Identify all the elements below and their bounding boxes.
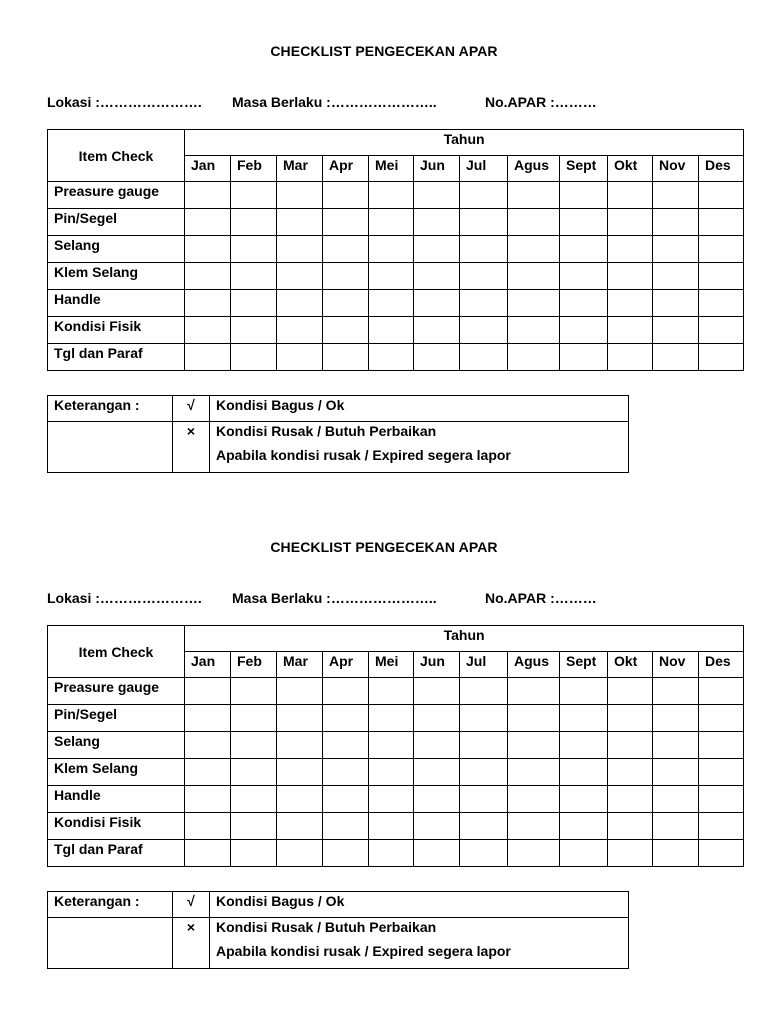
- legend-note-text: Apabila kondisi rusak / Expired segera lapor: [216, 447, 511, 463]
- table-row: [48, 236, 744, 263]
- item-label: Handle: [48, 786, 185, 813]
- check-cell-nov[interactable]: [653, 317, 699, 344]
- check-cell-nov[interactable]: [653, 732, 699, 759]
- month-header-nov: Nov: [653, 652, 699, 678]
- lokasi-field[interactable]: Lokasi :………………….: [47, 590, 202, 606]
- item-label: Selang: [48, 732, 185, 759]
- check-cell-jun[interactable]: [414, 813, 460, 840]
- check-cell-agus[interactable]: [508, 759, 560, 786]
- check-cell-sept[interactable]: [560, 290, 608, 317]
- check-cell-jan[interactable]: [185, 236, 231, 263]
- table-row: [48, 182, 744, 209]
- month-header-agus: Agus: [508, 652, 560, 678]
- check-cell-okt[interactable]: [608, 236, 653, 263]
- item-label: Kondisi Fisik: [48, 813, 185, 840]
- check-cell-jan[interactable]: [185, 290, 231, 317]
- check-cell-mei[interactable]: [369, 344, 414, 371]
- check-cell-mei[interactable]: [369, 263, 414, 290]
- check-cell-jan[interactable]: [185, 732, 231, 759]
- check-cell-nov[interactable]: [653, 290, 699, 317]
- legend-table: [47, 891, 629, 969]
- check-cell-jul[interactable]: [460, 263, 508, 290]
- check-cell-mei[interactable]: [369, 678, 414, 705]
- check-cell-feb[interactable]: [231, 209, 277, 236]
- check-cell-apr[interactable]: [323, 732, 369, 759]
- legend-bad-cell: [210, 422, 629, 473]
- check-mark-icon: √: [173, 396, 210, 422]
- month-header-okt: Okt: [608, 156, 653, 182]
- check-cell-sept[interactable]: [560, 705, 608, 732]
- checklist-table: [47, 129, 744, 371]
- month-header-mar: Mar: [277, 652, 323, 678]
- check-cell-mei[interactable]: [369, 732, 414, 759]
- check-cell-mar[interactable]: [277, 759, 323, 786]
- item-label: Tgl dan Paraf: [48, 840, 185, 867]
- check-cell-jun[interactable]: [414, 236, 460, 263]
- check-cell-jan[interactable]: [185, 786, 231, 813]
- check-cell-okt[interactable]: [608, 732, 653, 759]
- check-cell-mar[interactable]: [277, 290, 323, 317]
- table-row: [48, 813, 744, 840]
- no-apar-field[interactable]: No.APAR :………: [485, 590, 597, 606]
- check-cell-feb[interactable]: [231, 732, 277, 759]
- check-cell-mei[interactable]: [369, 182, 414, 209]
- table-row: [48, 317, 744, 344]
- month-header-mar: Mar: [277, 156, 323, 182]
- check-cell-des[interactable]: [699, 705, 744, 732]
- masa-berlaku-field[interactable]: Masa Berlaku :…………………..: [232, 94, 437, 110]
- month-header-okt: Okt: [608, 652, 653, 678]
- check-cell-mei[interactable]: [369, 759, 414, 786]
- table-row: [48, 678, 744, 705]
- check-cell-jan[interactable]: [185, 317, 231, 344]
- month-header-agus: Agus: [508, 156, 560, 182]
- check-cell-mar[interactable]: [277, 344, 323, 371]
- check-cell-mar[interactable]: [277, 236, 323, 263]
- check-cell-feb[interactable]: [231, 182, 277, 209]
- check-cell-nov[interactable]: [653, 236, 699, 263]
- item-label: Preasure gauge: [48, 182, 185, 209]
- table-row: [48, 344, 744, 371]
- check-cell-okt[interactable]: [608, 840, 653, 867]
- table-row: [48, 290, 744, 317]
- month-header-feb: Feb: [231, 652, 277, 678]
- month-header-mei: Mei: [369, 156, 414, 182]
- check-cell-sept[interactable]: [560, 182, 608, 209]
- month-header-des: Des: [699, 652, 744, 678]
- check-cell-apr[interactable]: [323, 209, 369, 236]
- legend-table: [47, 395, 629, 473]
- item-label: Klem Selang: [48, 263, 185, 290]
- check-cell-feb[interactable]: [231, 759, 277, 786]
- check-cell-feb[interactable]: [231, 344, 277, 371]
- item-label: Handle: [48, 290, 185, 317]
- check-cell-mei[interactable]: [369, 786, 414, 813]
- check-cell-nov[interactable]: [653, 840, 699, 867]
- check-cell-apr[interactable]: [323, 840, 369, 867]
- month-header-sept: Sept: [560, 156, 608, 182]
- check-cell-feb[interactable]: [231, 236, 277, 263]
- check-cell-okt[interactable]: [608, 263, 653, 290]
- check-cell-agus[interactable]: [508, 344, 560, 371]
- check-cell-mar[interactable]: [277, 317, 323, 344]
- check-cell-agus[interactable]: [508, 182, 560, 209]
- month-header-jun: Jun: [414, 156, 460, 182]
- month-header-feb: Feb: [231, 156, 277, 182]
- item-check-header: Item Check: [48, 130, 185, 182]
- month-header-apr: Apr: [323, 156, 369, 182]
- check-cell-mar[interactable]: [277, 786, 323, 813]
- tahun-header: Tahun: [185, 130, 744, 156]
- check-cell-mar[interactable]: [277, 705, 323, 732]
- legend-bad-text: Kondisi Rusak / Butuh Perbaikan: [216, 919, 437, 935]
- check-cell-des[interactable]: [699, 344, 744, 371]
- check-cell-mei[interactable]: [369, 813, 414, 840]
- check-cell-mar[interactable]: [277, 732, 323, 759]
- check-cell-mei[interactable]: [369, 840, 414, 867]
- month-header-jul: Jul: [460, 156, 508, 182]
- check-cell-okt[interactable]: [608, 705, 653, 732]
- check-cell-nov[interactable]: [653, 759, 699, 786]
- legend-note-text: Apabila kondisi rusak / Expired segera lapor: [216, 943, 511, 959]
- month-header-jun: Jun: [414, 652, 460, 678]
- check-cell-apr[interactable]: [323, 813, 369, 840]
- check-cell-des[interactable]: [699, 290, 744, 317]
- check-cell-jul[interactable]: [460, 732, 508, 759]
- check-cell-jun[interactable]: [414, 759, 460, 786]
- check-cell-okt[interactable]: [608, 678, 653, 705]
- check-cell-apr[interactable]: [323, 759, 369, 786]
- item-label: Pin/Segel: [48, 705, 185, 732]
- table-row: [48, 705, 744, 732]
- lokasi-field[interactable]: Lokasi :………………….: [47, 94, 202, 110]
- checklist-table: [47, 625, 744, 867]
- check-cell-feb[interactable]: [231, 813, 277, 840]
- check-cell-jul[interactable]: [460, 236, 508, 263]
- check-cell-jul[interactable]: [460, 840, 508, 867]
- check-cell-okt[interactable]: [608, 786, 653, 813]
- check-cell-agus[interactable]: [508, 678, 560, 705]
- check-cell-jun[interactable]: [414, 732, 460, 759]
- check-cell-jul[interactable]: [460, 317, 508, 344]
- legend-ok-text: Kondisi Bagus / Ok: [210, 396, 629, 422]
- check-cell-okt[interactable]: [608, 317, 653, 344]
- check-cell-jul[interactable]: [460, 705, 508, 732]
- check-cell-jul[interactable]: [460, 813, 508, 840]
- check-cell-jan[interactable]: [185, 813, 231, 840]
- legend-ok-text: Kondisi Bagus / Ok: [210, 892, 629, 918]
- check-cell-des[interactable]: [699, 759, 744, 786]
- check-cell-sept[interactable]: [560, 840, 608, 867]
- check-cell-sept[interactable]: [560, 209, 608, 236]
- legend-empty-cell: [48, 422, 173, 473]
- check-cell-mar[interactable]: [277, 678, 323, 705]
- no-apar-field[interactable]: No.APAR :………: [485, 94, 597, 110]
- check-cell-jun[interactable]: [414, 290, 460, 317]
- check-cell-sept[interactable]: [560, 759, 608, 786]
- check-cell-nov[interactable]: [653, 209, 699, 236]
- check-cell-feb[interactable]: [231, 705, 277, 732]
- check-cell-sept[interactable]: [560, 786, 608, 813]
- legend-label: Keterangan :: [48, 396, 173, 422]
- check-cell-apr[interactable]: [323, 263, 369, 290]
- check-cell-des[interactable]: [699, 840, 744, 867]
- table-row: [48, 840, 744, 867]
- check-cell-jan[interactable]: [185, 705, 231, 732]
- check-cell-apr[interactable]: [323, 705, 369, 732]
- month-header-jan: Jan: [185, 652, 231, 678]
- item-label: Preasure gauge: [48, 678, 185, 705]
- tahun-header: Tahun: [185, 626, 744, 652]
- table-row: [48, 209, 744, 236]
- check-cell-sept[interactable]: [560, 732, 608, 759]
- check-cell-sept[interactable]: [560, 317, 608, 344]
- check-cell-apr[interactable]: [323, 290, 369, 317]
- check-cell-mar[interactable]: [277, 209, 323, 236]
- table-row: [48, 732, 744, 759]
- check-cell-sept[interactable]: [560, 678, 608, 705]
- check-cell-jun[interactable]: [414, 705, 460, 732]
- check-cell-agus[interactable]: [508, 786, 560, 813]
- check-cell-des[interactable]: [699, 813, 744, 840]
- check-cell-agus[interactable]: [508, 290, 560, 317]
- item-label: Selang: [48, 236, 185, 263]
- item-check-header: Item Check: [48, 626, 185, 678]
- check-cell-jul[interactable]: [460, 182, 508, 209]
- check-cell-feb[interactable]: [231, 840, 277, 867]
- check-cell-mar[interactable]: [277, 840, 323, 867]
- check-mark-icon: √: [173, 892, 210, 918]
- table-row: [48, 759, 744, 786]
- check-cell-okt[interactable]: [608, 813, 653, 840]
- check-cell-des[interactable]: [699, 678, 744, 705]
- check-cell-nov[interactable]: [653, 182, 699, 209]
- check-cell-jan[interactable]: [185, 840, 231, 867]
- item-label: Kondisi Fisik: [48, 317, 185, 344]
- check-cell-jan[interactable]: [185, 344, 231, 371]
- cross-mark-icon: ×: [173, 422, 210, 473]
- check-cell-feb[interactable]: [231, 317, 277, 344]
- check-cell-feb[interactable]: [231, 263, 277, 290]
- check-cell-nov[interactable]: [653, 344, 699, 371]
- check-cell-apr[interactable]: [323, 236, 369, 263]
- legend-bad-cell: [210, 918, 629, 969]
- cross-mark-icon: ×: [173, 918, 210, 969]
- check-cell-jun[interactable]: [414, 182, 460, 209]
- check-cell-jun[interactable]: [414, 786, 460, 813]
- check-cell-sept[interactable]: [560, 236, 608, 263]
- item-label: Pin/Segel: [48, 209, 185, 236]
- check-cell-des[interactable]: [699, 786, 744, 813]
- check-cell-okt[interactable]: [608, 344, 653, 371]
- check-cell-des[interactable]: [699, 236, 744, 263]
- check-cell-mei[interactable]: [369, 317, 414, 344]
- month-header-des: Des: [699, 156, 744, 182]
- check-cell-apr[interactable]: [323, 317, 369, 344]
- check-cell-jun[interactable]: [414, 840, 460, 867]
- check-cell-jun[interactable]: [414, 317, 460, 344]
- check-cell-jun[interactable]: [414, 344, 460, 371]
- check-cell-agus[interactable]: [508, 705, 560, 732]
- table-row: [48, 263, 744, 290]
- check-cell-apr[interactable]: [323, 182, 369, 209]
- month-header-apr: Apr: [323, 652, 369, 678]
- check-cell-des[interactable]: [699, 182, 744, 209]
- check-cell-jan[interactable]: [185, 759, 231, 786]
- check-cell-agus[interactable]: [508, 813, 560, 840]
- check-cell-agus[interactable]: [508, 317, 560, 344]
- check-cell-nov[interactable]: [653, 705, 699, 732]
- check-cell-jun[interactable]: [414, 263, 460, 290]
- check-cell-mar[interactable]: [277, 263, 323, 290]
- check-cell-jan[interactable]: [185, 678, 231, 705]
- check-cell-mei[interactable]: [369, 209, 414, 236]
- check-cell-feb[interactable]: [231, 786, 277, 813]
- check-cell-agus[interactable]: [508, 236, 560, 263]
- check-cell-jan[interactable]: [185, 182, 231, 209]
- check-cell-feb[interactable]: [231, 290, 277, 317]
- check-cell-okt[interactable]: [608, 209, 653, 236]
- month-header-jan: Jan: [185, 156, 231, 182]
- check-cell-sept[interactable]: [560, 813, 608, 840]
- masa-berlaku-field[interactable]: Masa Berlaku :…………………..: [232, 590, 437, 606]
- check-cell-apr[interactable]: [323, 344, 369, 371]
- check-cell-sept[interactable]: [560, 263, 608, 290]
- check-cell-mei[interactable]: [369, 705, 414, 732]
- month-header-jul: Jul: [460, 652, 508, 678]
- check-cell-agus[interactable]: [508, 840, 560, 867]
- legend-empty-cell: [48, 918, 173, 969]
- check-cell-okt[interactable]: [608, 182, 653, 209]
- checklist-sheet-1: [0, 0, 768, 496]
- check-cell-okt[interactable]: [608, 759, 653, 786]
- check-cell-sept[interactable]: [560, 344, 608, 371]
- check-cell-des[interactable]: [699, 209, 744, 236]
- check-cell-nov[interactable]: [653, 678, 699, 705]
- check-cell-jun[interactable]: [414, 678, 460, 705]
- check-cell-jul[interactable]: [460, 678, 508, 705]
- month-header-sept: Sept: [560, 652, 608, 678]
- check-cell-feb[interactable]: [231, 678, 277, 705]
- month-header-mei: Mei: [369, 652, 414, 678]
- item-label: Tgl dan Paraf: [48, 344, 185, 371]
- check-cell-jul[interactable]: [460, 290, 508, 317]
- check-cell-mei[interactable]: [369, 236, 414, 263]
- check-cell-mar[interactable]: [277, 813, 323, 840]
- check-cell-nov[interactable]: [653, 786, 699, 813]
- check-cell-jan[interactable]: [185, 209, 231, 236]
- check-cell-des[interactable]: [699, 263, 744, 290]
- check-cell-agus[interactable]: [508, 263, 560, 290]
- check-cell-nov[interactable]: [653, 813, 699, 840]
- checklist-sheet-2: [0, 496, 768, 992]
- check-cell-mar[interactable]: [277, 182, 323, 209]
- check-cell-jul[interactable]: [460, 786, 508, 813]
- check-cell-jan[interactable]: [185, 263, 231, 290]
- check-cell-agus[interactable]: [508, 209, 560, 236]
- check-cell-nov[interactable]: [653, 263, 699, 290]
- check-cell-jun[interactable]: [414, 209, 460, 236]
- check-cell-apr[interactable]: [323, 678, 369, 705]
- item-label: Klem Selang: [48, 759, 185, 786]
- check-cell-jul[interactable]: [460, 209, 508, 236]
- check-cell-jul[interactable]: [460, 759, 508, 786]
- check-cell-jul[interactable]: [460, 344, 508, 371]
- check-cell-agus[interactable]: [508, 732, 560, 759]
- page-title: CHECKLIST PENGECEKAN APAR: [270, 43, 498, 59]
- check-cell-des[interactable]: [699, 732, 744, 759]
- month-header-nov: Nov: [653, 156, 699, 182]
- page-title: CHECKLIST PENGECEKAN APAR: [270, 539, 498, 555]
- check-cell-apr[interactable]: [323, 786, 369, 813]
- check-cell-okt[interactable]: [608, 290, 653, 317]
- check-cell-mei[interactable]: [369, 290, 414, 317]
- legend-bad-text: Kondisi Rusak / Butuh Perbaikan: [216, 423, 437, 439]
- table-row: [48, 786, 744, 813]
- legend-label: Keterangan :: [48, 892, 173, 918]
- check-cell-des[interactable]: [699, 317, 744, 344]
